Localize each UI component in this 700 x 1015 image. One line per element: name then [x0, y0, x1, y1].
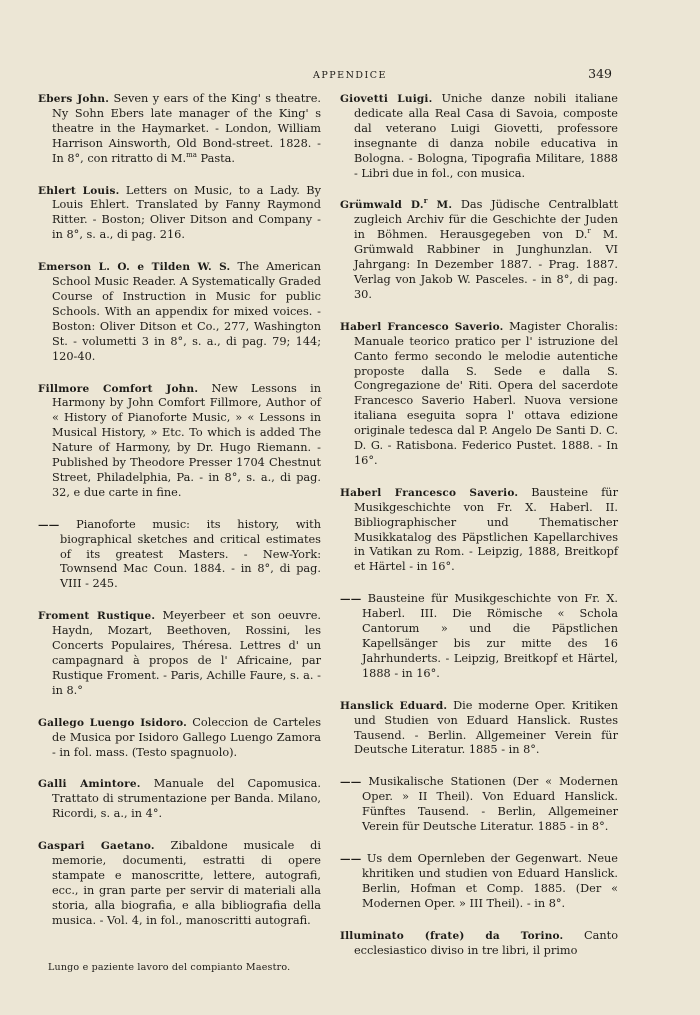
author-superscript: r — [423, 196, 428, 206]
entry-text: Canto ecclesiastico diviso in tre libri, il primo — [354, 928, 618, 957]
text-superscript: r — [587, 227, 591, 236]
entry-author: Illuminato (frate) da Torino. — [340, 929, 564, 942]
entry-text: Meyerbeer et son oeuvre. Haydn, Mozart, Beethoven, Rossini, les Concerts Populaires, Théresa. Lettres d' un campagnard à propos de l' Africaine, par Rustique Froment. - Paris, Achille Faure, s. a. - in 8.° — [52, 609, 321, 697]
entry-author: Gallego Luengo Isidoro. — [38, 716, 187, 729]
entry-author: Grümwald D. — [340, 199, 424, 212]
right-column — [340, 92, 618, 975]
entry-text: Uniche danze nobili italiane dedicate alla Real Casa di Savoia, composte dal veterano Luigi Giovetti, professore insegnante di danza nobile educativa in Bologna. - Bologna, Tipografia Militare, 1888 - Libri due in fol., con musica. — [354, 92, 618, 180]
entry-author: Hanslick Eduard. — [340, 699, 448, 712]
bibliography-entry — [340, 92, 618, 181]
entry-author: Gaspari Gaetano. — [38, 840, 155, 853]
entry-author: Ebers John. — [38, 93, 110, 105]
entry-author-continued: M. — [427, 199, 453, 212]
running-head — [0, 66, 700, 86]
bibliography-entry — [340, 198, 618, 302]
entry-text: Zibaldone musicale di memorie, documenti, estratti di opere stampate e manoscritte, lettere, autografi, ecc., in gran parte per servir di materiali alla storia, alla biografia, e alla bibliografia della musica. - Vol. 4, in fol., manoscritti autografi. — [52, 839, 321, 927]
entry-text: Letters on Music, to a Lady. By Louis Ehlert. Translated by Fanny Raymond Ritter. - Boston; Oliver Ditson and Company - in 8°, s. a., di pag. 216. — [52, 183, 321, 242]
entry-author: Froment Rustique. — [38, 610, 156, 623]
bibliography-entry-continuation — [340, 775, 618, 835]
entry-author: Haberl Francesco Saverio. — [340, 320, 504, 333]
entry-text: Pianoforte music: its history, with biographical sketches and critical estimates of its greatest Masters. - New-York: Townsend Mac Coun. 1884. - in 8°, di pag. VIII - 245. — [59, 517, 321, 591]
entry-text: Magister Choralis: Manuale teorico pratico per l' istruzione del Canto fermo secondo le melodie autentiche proposte dalla S. Sede e dalla S. Congregazione de' Riti. Opera del sacerdote Francesco Saverio Haberl. Nuova versione italiana eseguita sopra l' ottava edizione originale tedesca dal P. Angelo De Santi D. C. D. G. - Ratisbona. Federico Pustet. 1888. - In 16°. — [354, 319, 618, 467]
entry-author: Emerson L. O. e Tilden W. S. — [38, 261, 231, 274]
entry-author: Giovetti Luigi. — [340, 93, 433, 105]
ditto-dash: —— — [340, 852, 362, 865]
entry-text: Coleccion de Carteles de Musica por Isidoro Gallego Luengo Zamora - in fol. mass. (Testo spagnuolo). — [52, 715, 321, 759]
bibliography-entry-continuation — [340, 852, 618, 912]
entry-text: Bausteine für Musikgeschichte von Fr. X. Haberl. III. Die Römische « Schola Cantorum » und die Päpstlichen Kapellsänger bis zur mitte des 16 Jahrhunderts. - Leipzig, Breitkopf et Härtel, 1888 - in 16°. — [361, 592, 618, 680]
bibliography-entry-continuation — [38, 518, 321, 593]
bibliography-entry — [38, 92, 321, 167]
ditto-dash: —— — [340, 776, 362, 789]
running-title: APPENDICE — [313, 70, 387, 81]
entry-text: Us dem Opernleben der Gegenwart. Neue khritiken und studien von Eduard Hanslick. Berlin, Hofman et Comp. 1885. (Der « Modernen Oper. » III Theil). - in 8°. — [361, 851, 618, 910]
ditto-dash: —— — [38, 518, 60, 531]
entry-text-continued: Pasta. — [196, 151, 236, 165]
bibliography-entry — [340, 486, 618, 575]
entry-text: Das Jüdische Centralblatt zugleich Archiv für die Geschichte der Juden in Böhmen. Herausgegeben von D. — [354, 198, 618, 242]
bibliography-entry — [340, 320, 618, 469]
entry-text: The American School Music Reader. A Systematically Graded Course of Instruction in Music for public Schools. With an appendix for mixed voices. - Boston: Oliver Ditson et Co., 277, Washington St. - volumetti 3 in 8°, s. a., di pag. 79; 144; 120-40. — [52, 260, 321, 363]
entry-text: Bausteine für Musikgeschichte von Fr. X. Haberl. II. Bibliographischer und Thematischer Musikkatalog des Päpstlichen Kapellarchives in Vatikan zu Rom. - Leipzig, 1888, Breitkopf et Härtel - in 16°. — [354, 485, 618, 574]
bibliography-entry — [38, 260, 321, 364]
bibliography-entry — [38, 184, 321, 244]
bibliography-entry — [38, 777, 321, 822]
bibliography-entry — [340, 699, 618, 759]
bibliography-entry — [38, 839, 321, 928]
entry-text: New Lessons in Harmony by John Comfort Fillmore, Author of « History of Pianoforte Music, » « Lessons in Musical History, » Etc. To which is added The Nature of Harmony, by Dr. Hugo Riemann. - Published by Theodore Presser 1704 Chestnut Street, Philadelphia, Pa. - in 8°, s. a., di pag. 32, e due carte in fine. — [52, 381, 321, 499]
entry-text: Die moderne Oper. Kritiken und Studien von Eduard Hanslick. Rustes Tausend. - Berlin. Allgemeiner Verein für Deutsche Literatur. 1885 - in 8°. — [354, 698, 618, 757]
entry-author: Galli Amintore. — [38, 778, 141, 791]
entry-text-continued: M. Grümwald Rabbiner in Junghunzlan. VI Jahrgang: In Dezember 1887. - Prag. 1887. Verlag von Jakob W. Pasceles. - in 8°, di pag. 30. — [354, 228, 619, 301]
entry-text: Seven y ears of the King' s theatre. Ny Sohn Ebers late manager of the King' s theatre in the Haymarket. - London, William Harrison Ainsworth, Old Bond-street. 1828. - In 8°, con ritratto di M. — [52, 92, 321, 165]
bibliography-entry — [340, 929, 618, 959]
ditto-dash: —— — [340, 593, 362, 606]
footnote: Lungo e paziente lavoro del compianto Maestro. — [48, 962, 291, 973]
bibliography-entry — [38, 382, 321, 501]
bibliography-entry — [38, 609, 321, 698]
entry-author: Haberl Francesco Saverio. — [340, 486, 519, 499]
bibliography-entry-continuation — [340, 592, 618, 681]
text-superscript: ma — [186, 150, 197, 159]
entry-text: Manuale del Capomusica. Trattato di strumentazione per Banda. Milano, Ricordi, s. a., in 4°. — [52, 777, 322, 821]
bibliography-entry — [38, 716, 321, 761]
entry-author: Ehlert Louis. — [38, 184, 120, 197]
left-column — [38, 92, 321, 946]
entry-text: Musikalische Stationen (Der « Modernen Oper. » II Theil). Von Eduard Hanslick. Fünftes Tausend. - Berlin, Allgemeiner Verein für Deutsche Literatur. 1885 - in 8°. — [361, 775, 618, 834]
entry-author: Fillmore Comfort John. — [38, 382, 199, 395]
page-number: 349 — [588, 66, 612, 81]
